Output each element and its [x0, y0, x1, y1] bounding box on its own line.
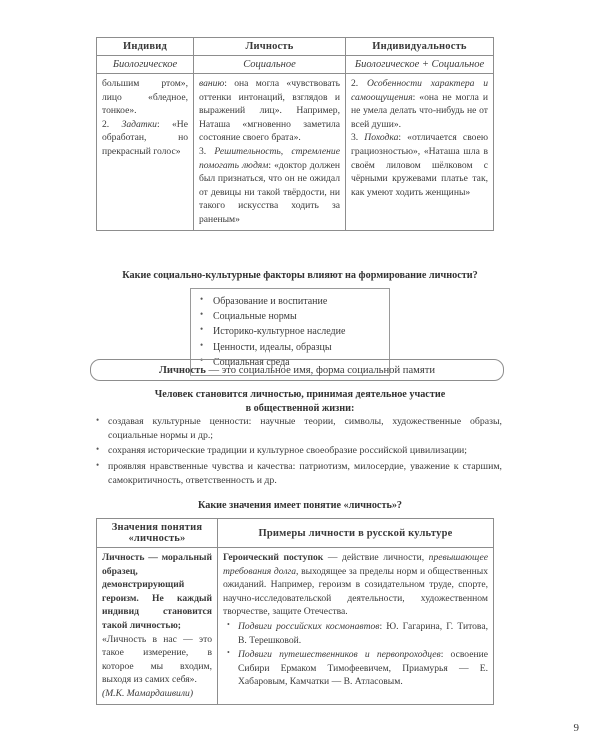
list-item — [238, 648, 488, 689]
cell2-term: Решительность, стремление помогать людям — [199, 146, 340, 171]
intro-line-2: в общественной жизни: — [245, 403, 355, 415]
list-item: • проявляя нравственные чувства и качества: патриотизм, милосердие, уважение к старшим, самокритичность, ответственность и др. — [108, 460, 502, 488]
cell1-term: Задатки — [121, 118, 157, 130]
table-row-content — [97, 548, 494, 705]
cell2-num: 3. — [199, 146, 215, 158]
example-term: Подвиги российских космонавтов — [238, 621, 380, 633]
table-row-headers — [97, 519, 494, 548]
example-lead-rest: , выходящее за пределы норм и общественных ожиданий. Например, героизм в созидательном труде, спорте, научно-исследовательской деятельности, художественном творчестве, защите Отечества. — [223, 565, 488, 618]
list-item: • Социальные нормы — [213, 309, 383, 324]
definition-callout-box — [90, 359, 504, 381]
meaning-quote: «Личность в нас — это такое измерение, в которое мы входим, выходя из самих себя». — [102, 633, 212, 686]
definition-body: — это социальное имя, форма социальной памяти — [205, 364, 436, 376]
cell-meaning-definition — [97, 548, 218, 705]
cell-individuality-content — [346, 74, 494, 231]
meanings-of-personality-table — [96, 518, 494, 705]
cell3-num2: 2. — [351, 78, 367, 89]
example-lead-term: Героический поступок — [223, 552, 324, 563]
example-lead-italic: превышающее требования долга — [223, 552, 488, 577]
examples-inner-list — [223, 620, 488, 689]
cell-examples-content — [218, 548, 494, 705]
cell2-rest: : «доктор должен был признаться, что он не ожидал от девицы ни такой твёрдости, ни такого искусства ходить за раненым» — [199, 159, 340, 226]
list-item: • Образование и воспитание — [213, 294, 383, 309]
cell1-line1: большим ртом», лицо «бледное, тонкое». — [102, 78, 188, 117]
intro-line-1: Человек становится личностью, принимая деятельное участие — [154, 389, 446, 400]
definition-term: Личность — [158, 364, 206, 376]
cell3-rest3: : «отличается своею грациозностью», «Наташа шла в своём лиловом шёлковом с чёрными кружевами платье так, как умеют ходить женщины» — [351, 132, 488, 198]
cell2-lead-rest: : она могла «чувствовать оттенки интонаций, взглядов и выражений лиц». Например, Наташа «мгновенно заметила состояние своего брата». — [199, 78, 340, 144]
ways-list-ul — [92, 415, 502, 488]
becoming-personality-intro — [0, 388, 600, 416]
cell3-term2: Особенности характера и самоощущения — [351, 78, 489, 103]
ways-of-becoming-personality-list — [92, 415, 502, 489]
column-header-personality: Личность — [194, 38, 346, 56]
example-rest: : Ю. Гагарина, Г. Титова, В. Терешковой. — [238, 621, 488, 646]
cell2-lead-term: ванию — [199, 78, 225, 89]
table-row-content — [97, 74, 494, 231]
list-item: • Социальная среда — [213, 355, 383, 370]
page-number: 9 — [573, 722, 579, 734]
list-item: • Историко-культурное наследие — [213, 324, 383, 339]
cell3-num3: 3. — [351, 132, 365, 144]
table-row-subheaders — [97, 56, 494, 74]
header-line-2: «личность» — [128, 533, 186, 544]
cell-individual-content — [97, 74, 194, 231]
subheader-social: Социальное — [194, 56, 346, 74]
meaning-definition: — моральный образец, демонстрирующий героизм. Не каждый индивид становится такой личностью; — [102, 552, 212, 632]
list-item: • сохраняя исторические традиции и культурное своеобразие российской цивилизации; — [108, 444, 502, 458]
cell1-num: 2. — [102, 118, 122, 130]
column-header-individual: Индивид — [97, 38, 194, 56]
list-item: • Ценности, идеалы, образцы — [213, 340, 383, 355]
subheader-biological: Биологическое — [97, 56, 194, 74]
list-item — [238, 620, 488, 647]
example-lead-dash: — действие личности, — [323, 552, 429, 563]
meaning-attribution: (М.К. Мамардашвили) — [102, 688, 194, 700]
subheader-biological-social: Биологическое + Социальное — [346, 56, 494, 74]
cell-personality-content — [194, 74, 346, 231]
list-item: • создавая культурные ценности: научные теории, символы, художественные образы, социальные нормы и др.; — [108, 415, 502, 443]
column-header-meanings — [97, 519, 218, 548]
meaning-term: Личность — [102, 552, 145, 563]
cell3-term3: Походка — [364, 132, 399, 144]
cell3-rest2: : «она не могла и не умела делать что-нибудь не от всей души». — [351, 91, 488, 130]
question-social-cultural-factors: Какие социально-культурные факторы влияют на формирование личности? — [122, 270, 478, 281]
individual-personality-table — [96, 37, 494, 231]
example-term: Подвиги путешественников и первопроходцев — [238, 649, 441, 661]
header-line-1: Значения понятия — [111, 522, 203, 533]
example-rest: : освоение Сибири Ермаком Тимофеевичем, Приамурья — Е. Хабаровым, Камчатки — В. Атласовым. — [238, 649, 488, 688]
column-header-examples: Примеры личности в русской культуре — [218, 519, 494, 548]
question-meanings-of-personality: Какие значения имеет понятие «личность»? — [197, 500, 403, 511]
column-header-individuality: Индивидуальность — [346, 38, 494, 56]
definition-text — [159, 365, 435, 376]
cell1-rest: : «Не обработан, но прекрасный голос» — [102, 118, 188, 158]
table-row-headers — [97, 38, 494, 56]
